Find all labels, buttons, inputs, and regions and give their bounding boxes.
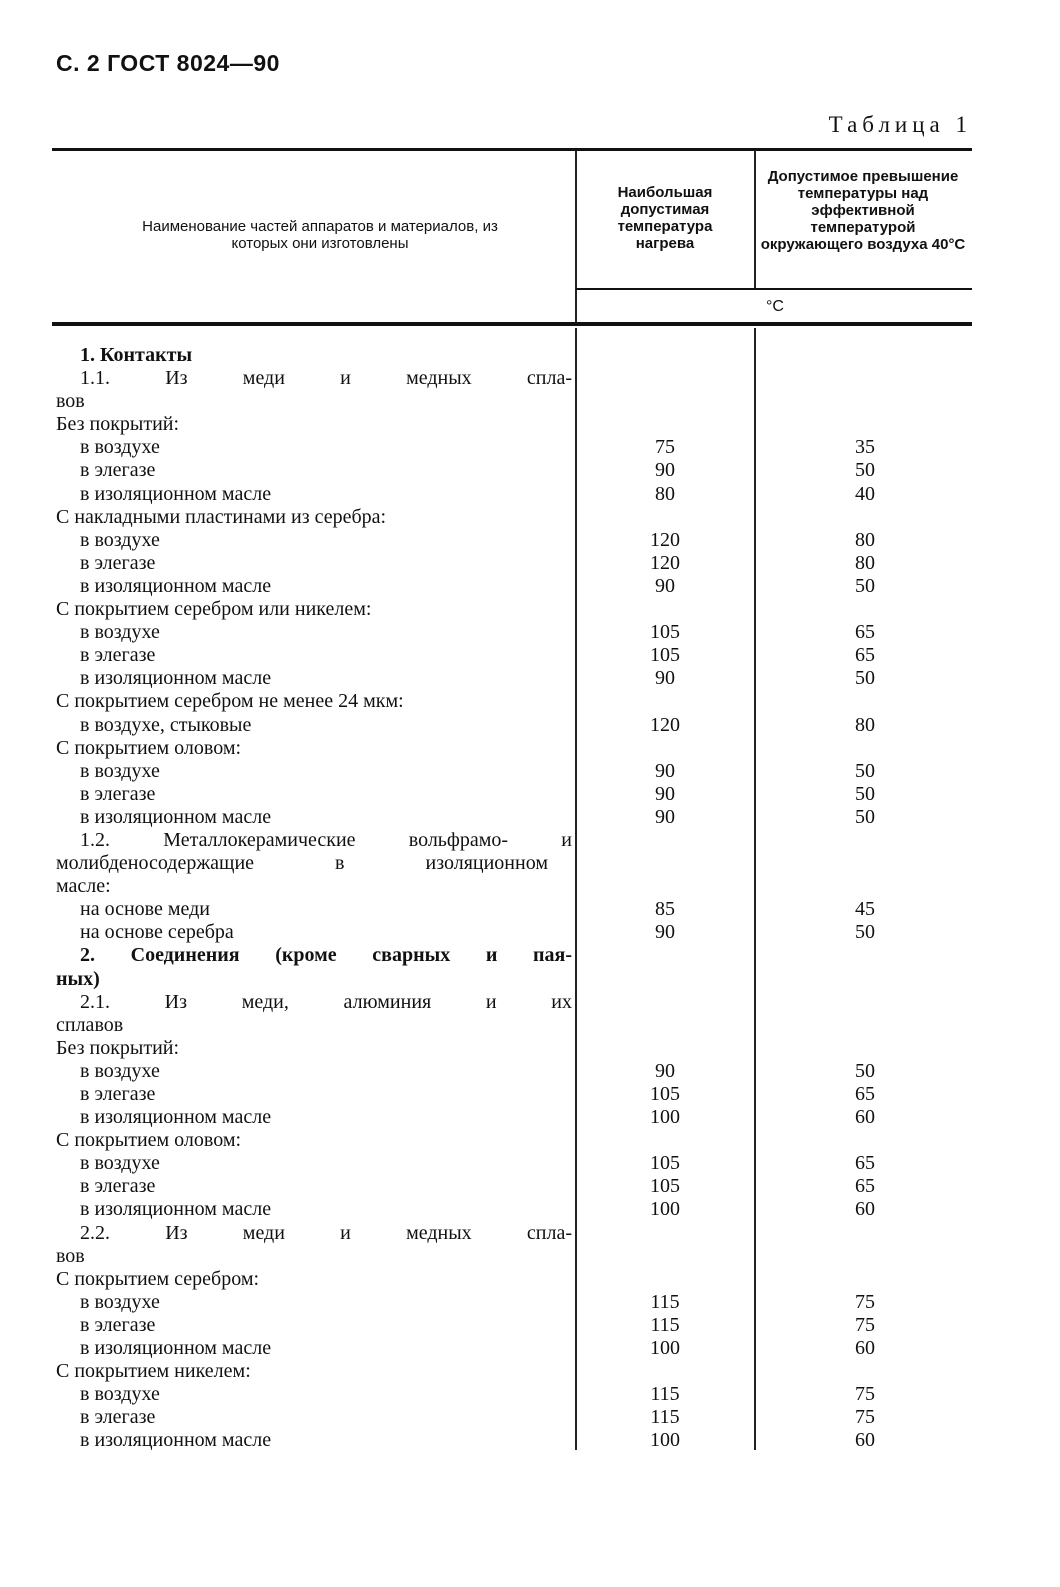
overheat-value: 50 (855, 574, 875, 597)
column-header-name: Наименование частей аппаратов и материалов, из которых они изготовлены (142, 218, 498, 252)
table-row (0, 1268, 1060, 1291)
overheat-value: 80 (855, 713, 875, 736)
max-temp-value: 120 (650, 528, 680, 551)
row-label: в воздухе (80, 1152, 160, 1175)
unit-divider-rule (576, 288, 972, 290)
row-label: 2. Соединения (кроме сварных и пая- (80, 944, 572, 967)
overheat-value: 75 (855, 1290, 875, 1313)
row-label: С покрытием серебром не менее 24 мкм: (56, 690, 404, 713)
table-row (0, 1291, 1060, 1314)
overheat-value: 65 (855, 644, 875, 667)
overheat-value: 50 (855, 667, 875, 690)
table-row (0, 575, 1060, 598)
row-label: в воздухе (80, 621, 160, 644)
table-row (0, 737, 1060, 760)
column-divider (754, 150, 756, 290)
row-label: в изоляционном масле (80, 667, 272, 690)
table-row (0, 459, 1060, 482)
table-top-rule (52, 148, 972, 151)
max-temp-value: 100 (650, 1337, 680, 1360)
max-temp-value: 115 (650, 1313, 680, 1336)
row-label: 1.1. Из меди и медных спла- (80, 367, 572, 390)
table-row (0, 506, 1060, 529)
row-label: в воздухе (80, 1059, 160, 1082)
table-row (0, 852, 1060, 875)
max-temp-value: 100 (650, 1198, 680, 1221)
overheat-value: 35 (855, 436, 875, 459)
row-label: С покрытием оловом: (56, 736, 242, 759)
row-label: масле: (56, 875, 111, 898)
row-label: вов (56, 390, 85, 413)
row-label: в изоляционном масле (80, 574, 272, 597)
max-temp-value: 90 (655, 574, 675, 597)
max-temp-value: 115 (650, 1383, 680, 1406)
max-temp-value: 105 (650, 1175, 680, 1198)
table-row (0, 1406, 1060, 1429)
row-label: в элегазе (80, 1313, 156, 1336)
row-label: в элегазе (80, 551, 156, 574)
row-label: в воздухе (80, 528, 160, 551)
row-label: в воздухе, стыковые (80, 713, 252, 736)
overheat-value: 75 (855, 1383, 875, 1406)
overheat-value: 50 (855, 782, 875, 805)
row-label: в элегазе (80, 1175, 156, 1198)
table-row (0, 1245, 1060, 1268)
max-temp-value: 115 (650, 1290, 680, 1313)
overheat-value: 65 (855, 621, 875, 644)
table-row (0, 1083, 1060, 1106)
table-row (0, 483, 1060, 506)
table-row (0, 1106, 1060, 1129)
table-row (0, 1129, 1060, 1152)
max-temp-value: 100 (650, 1106, 680, 1129)
max-temp-value: 85 (655, 898, 675, 921)
table-row (0, 436, 1060, 459)
max-temp-value: 75 (655, 436, 675, 459)
row-label: в изоляционном масле (80, 805, 272, 828)
table-row (0, 714, 1060, 737)
table-row (0, 1037, 1060, 1060)
row-label: на основе меди (80, 898, 211, 921)
table-row (0, 921, 1060, 944)
row-label: в элегазе (80, 644, 156, 667)
overheat-value: 60 (855, 1337, 875, 1360)
table-row (0, 1060, 1060, 1083)
table-row (0, 1222, 1060, 1245)
max-temp-value: 90 (655, 805, 675, 828)
table-row (0, 1314, 1060, 1337)
max-temp-value: 90 (655, 459, 675, 482)
table-row (0, 875, 1060, 898)
row-label: в элегазе (80, 782, 156, 805)
table-row (0, 644, 1060, 667)
overheat-value: 60 (855, 1106, 875, 1129)
row-label: С покрытием серебром или никелем: (56, 598, 372, 621)
table-row (0, 552, 1060, 575)
table-row (0, 898, 1060, 921)
table-row (0, 829, 1060, 852)
overheat-value: 50 (855, 1059, 875, 1082)
table-row (0, 944, 1060, 967)
table-row (0, 1152, 1060, 1175)
max-temp-value: 105 (650, 644, 680, 667)
overheat-value: 60 (855, 1198, 875, 1221)
row-label: сплавов (56, 1013, 124, 1036)
row-label: в изоляционном масле (80, 1429, 272, 1452)
max-temp-value: 105 (650, 1152, 680, 1175)
row-label: в элегазе (80, 459, 156, 482)
overheat-value: 50 (855, 921, 875, 944)
table-row (0, 806, 1060, 829)
table-row (0, 760, 1060, 783)
overheat-value: 75 (855, 1406, 875, 1429)
max-temp-value: 90 (655, 759, 675, 782)
table-row (0, 598, 1060, 621)
max-temp-value: 120 (650, 713, 680, 736)
table-row (0, 690, 1060, 713)
table-row (0, 667, 1060, 690)
row-label: в изоляционном масле (80, 482, 272, 505)
row-label: вов (56, 1244, 85, 1267)
table-row (0, 1429, 1060, 1452)
overheat-value: 80 (855, 551, 875, 574)
row-label: С покрытием никелем: (56, 1360, 251, 1383)
row-label: в изоляционном масле (80, 1106, 272, 1129)
table-row (0, 529, 1060, 552)
row-label: 1.2. Металлокерамические вольфрамо- и (80, 828, 572, 851)
table-row (0, 413, 1060, 436)
overheat-value: 65 (855, 1083, 875, 1105)
table-row (0, 367, 1060, 390)
table-row (0, 1337, 1060, 1360)
table-row (0, 1360, 1060, 1383)
column-header-unit: °С (766, 298, 784, 315)
row-label: 1. Контакты (80, 344, 193, 366)
row-label: Без покрытий: (56, 1036, 180, 1059)
overheat-value: 75 (855, 1313, 875, 1336)
max-temp-value: 90 (655, 667, 675, 690)
max-temp-value: 115 (650, 1406, 680, 1429)
row-label: в элегазе (80, 1406, 156, 1429)
overheat-value: 50 (855, 759, 875, 782)
overheat-value: 65 (855, 1175, 875, 1198)
row-label: 2.1. Из меди, алюминия и их (80, 990, 572, 1013)
row-label: молибденосодержащие в изоляционном (56, 852, 548, 875)
max-temp-value: 105 (650, 1083, 680, 1105)
column-header-overheat: Допустимое превышение температуры над эффективной температурой окружающего воздуха 40°С (760, 168, 966, 253)
table-row (0, 783, 1060, 806)
overheat-value: 80 (855, 528, 875, 551)
column-header-max-temp: Наибольшая допустимая температура нагрева (617, 184, 713, 252)
table-row (0, 991, 1060, 1014)
table-row (0, 1014, 1060, 1037)
row-label: Без покрытий: (56, 413, 180, 436)
row-label: в изоляционном масле (80, 1337, 272, 1360)
table-body (0, 344, 1060, 1453)
row-label: С накладными пластинами из серебра: (56, 505, 387, 528)
row-label: в воздухе (80, 1290, 160, 1313)
table-header-bottom-rule (52, 322, 972, 326)
row-label: С покрытием оловом: (56, 1129, 242, 1152)
max-temp-value: 120 (650, 551, 680, 574)
table-row (0, 621, 1060, 644)
row-label: в воздухе (80, 1383, 160, 1406)
max-temp-value: 100 (650, 1429, 680, 1452)
overheat-value: 40 (855, 482, 875, 505)
overheat-value: 60 (855, 1429, 875, 1452)
overheat-value: 50 (855, 459, 875, 482)
row-label: в изоляционном масле (80, 1198, 272, 1221)
max-temp-value: 90 (655, 1059, 675, 1082)
table-row (0, 1175, 1060, 1198)
table-caption: Таблица 1 (828, 112, 972, 137)
overheat-value: 50 (855, 805, 875, 828)
table-row (0, 1198, 1060, 1221)
overheat-value: 65 (855, 1152, 875, 1175)
row-label: ных) (56, 967, 100, 990)
row-label: в элегазе (80, 1083, 156, 1105)
row-label: 2.2. Из меди и медных спла- (80, 1221, 572, 1244)
max-temp-value: 105 (650, 621, 680, 644)
max-temp-value: 90 (655, 782, 675, 805)
row-label: в воздухе (80, 759, 160, 782)
table-row (0, 344, 1060, 367)
row-label: С покрытием серебром: (56, 1267, 260, 1290)
row-label: в воздухе (80, 436, 160, 459)
column-divider (575, 150, 577, 324)
max-temp-value: 80 (655, 482, 675, 505)
table-row (0, 1383, 1060, 1406)
max-temp-value: 90 (655, 921, 675, 944)
overheat-value: 45 (855, 898, 875, 921)
page-header: С. 2 ГОСТ 8024—90 (56, 50, 280, 76)
table-row (0, 968, 1060, 991)
row-label: на основе серебра (80, 921, 234, 944)
table-row (0, 390, 1060, 413)
